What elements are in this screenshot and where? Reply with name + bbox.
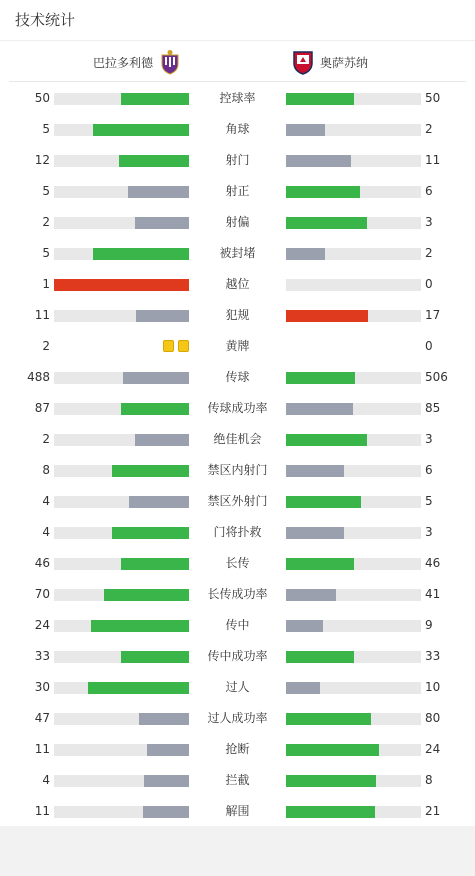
home-bar-track: [54, 403, 189, 415]
away-bar-fill: [286, 806, 375, 818]
stat-label: 射正: [225, 184, 250, 198]
away-bar-track: [286, 589, 421, 601]
home-value: 30: [34, 680, 50, 694]
away-bar-track: [286, 806, 421, 818]
home-bar-track: [54, 682, 189, 694]
home-bar-track: [54, 806, 189, 818]
away-bar-track: [286, 527, 421, 539]
home-bar-fill: [129, 496, 189, 508]
away-value: 17: [425, 308, 441, 322]
stat-label: 门将扑救: [213, 525, 262, 539]
stat-row: [0, 765, 475, 796]
home-bar-fill: [119, 155, 189, 167]
home-bar-fill: [147, 744, 189, 756]
away-bar-fill: [286, 713, 371, 725]
away-value: 33: [425, 649, 441, 663]
away-bar-fill: [286, 217, 367, 229]
stat-row: [0, 176, 475, 207]
home-bar-track: [54, 217, 189, 229]
home-bar-track: [54, 775, 189, 787]
away-bar-track: [286, 682, 421, 694]
away-bar-fill: [286, 496, 361, 508]
home-bar-fill: [88, 682, 189, 694]
stat-row: [0, 300, 475, 331]
stat-row: [0, 486, 475, 517]
home-bar-fill: [112, 465, 189, 477]
home-bar-track: [54, 186, 189, 198]
away-bar-fill: [286, 558, 354, 570]
stat-label: 过人成功率: [207, 711, 268, 725]
away-bar-track: [286, 713, 421, 725]
home-value: 5: [42, 246, 50, 260]
away-bar-track: [286, 155, 421, 167]
away-bar-track: [286, 93, 421, 105]
away-value: 10: [425, 680, 441, 694]
home-value: 33: [34, 649, 50, 663]
away-bar-fill: [286, 155, 351, 167]
stat-label: 传中成功率: [207, 649, 268, 663]
away-bar-fill: [286, 248, 325, 260]
away-bar-fill: [286, 651, 354, 663]
home-value: 47: [34, 711, 50, 725]
home-bar-fill: [112, 527, 189, 539]
away-bar-track: [286, 124, 421, 136]
stat-label: 角球: [225, 122, 250, 136]
stat-label: 黄牌: [225, 339, 250, 353]
home-bar-track: [54, 155, 189, 167]
home-bar-fill: [121, 651, 189, 663]
home-value: 11: [34, 804, 50, 818]
stat-label: 绝佳机会: [213, 432, 262, 446]
home-bar-track: [54, 620, 189, 632]
stat-label: 被封堵: [219, 246, 256, 260]
away-value: 0: [425, 339, 433, 353]
stat-row: [0, 703, 475, 734]
away-value: 21: [425, 804, 441, 818]
home-value: 11: [34, 742, 50, 756]
away-value: 46: [425, 556, 441, 570]
away-bar-fill: [286, 465, 344, 477]
away-value: 85: [425, 401, 441, 415]
away-bar-track: [286, 465, 421, 477]
away-bar-track: [286, 403, 421, 415]
home-bar-track: [54, 651, 189, 663]
stat-label: 传球成功率: [207, 401, 268, 415]
home-value: 4: [42, 525, 50, 539]
stat-row: [0, 331, 475, 362]
away-bar-fill: [286, 124, 325, 136]
home-value: 2: [42, 339, 50, 353]
away-bar-fill: [286, 93, 354, 105]
stat-label: 传中: [225, 618, 250, 632]
stats-list: [0, 83, 475, 827]
page-title: 技术统计: [0, 0, 475, 41]
stat-row: [0, 269, 475, 300]
away-bar-fill: [286, 186, 360, 198]
stat-row: [0, 455, 475, 486]
home-value: 5: [42, 122, 50, 136]
away-bar-fill: [286, 527, 344, 539]
stat-row: [0, 734, 475, 765]
home-value: 4: [42, 773, 50, 787]
stat-label: 解围: [225, 804, 250, 818]
away-value: 2: [425, 122, 433, 136]
away-bar-track: [286, 372, 421, 384]
stat-row: [0, 145, 475, 176]
away-value: 41: [425, 587, 441, 601]
home-bar-track: [54, 589, 189, 601]
stat-label: 传球: [225, 370, 250, 384]
away-value: 8: [425, 773, 433, 787]
home-bar-fill: [128, 186, 189, 198]
stat-label: 越位: [225, 277, 250, 291]
home-crest-icon: [159, 49, 181, 75]
home-bar-fill: [139, 713, 189, 725]
home-bar-track: [54, 496, 189, 508]
stat-row: [0, 393, 475, 424]
away-team-name: 奥萨苏纳: [320, 55, 369, 70]
yellow-card-icon: [163, 340, 174, 352]
away-bar-track: [286, 744, 421, 756]
away-bar-track: [286, 248, 421, 260]
home-value: 12: [34, 153, 50, 167]
home-value: 2: [42, 215, 50, 229]
home-bar-fill: [91, 620, 189, 632]
stat-label: 犯规: [225, 308, 250, 322]
home-bar-track: [54, 744, 189, 756]
away-value: 0: [425, 277, 433, 291]
away-bar-track: [286, 775, 421, 787]
stat-row: [0, 796, 475, 827]
home-bar-track: [54, 713, 189, 725]
away-value: 506: [425, 370, 448, 384]
stat-label: 射偏: [225, 215, 250, 229]
home-bar-fill: [93, 124, 189, 136]
away-value: 50: [425, 91, 441, 105]
away-crest-icon: [292, 49, 314, 75]
away-bar-fill: [286, 744, 379, 756]
away-bar-fill: [286, 434, 367, 446]
away-value: 6: [425, 184, 433, 198]
stat-row: [0, 83, 475, 114]
home-bar-fill: [104, 589, 189, 601]
home-bar-track: [54, 124, 189, 136]
stat-label: 拦截: [225, 773, 250, 787]
home-bar-fill: [135, 217, 189, 229]
away-bar-track: [286, 186, 421, 198]
stat-label: 长传成功率: [207, 587, 268, 601]
away-bar-track: [286, 217, 421, 229]
home-bar-track: [54, 465, 189, 477]
away-value: 3: [425, 215, 433, 229]
home-value: 8: [42, 463, 50, 477]
home-value: 46: [34, 556, 50, 570]
home-team[interactable]: [93, 49, 181, 75]
home-bar-track: [54, 310, 189, 322]
stat-row: [0, 641, 475, 672]
yellow-card-icon: [178, 340, 189, 352]
home-bar-track: [54, 434, 189, 446]
home-bar-fill: [136, 310, 189, 322]
home-bar-fill: [123, 372, 189, 384]
home-bar-track: [54, 527, 189, 539]
stat-row: [0, 362, 475, 393]
away-value: 3: [425, 525, 433, 539]
home-bar-track: [54, 372, 189, 384]
teams-header: [9, 41, 466, 82]
away-value: 6: [425, 463, 433, 477]
away-value: 9: [425, 618, 433, 632]
home-team-name: 巴拉多利德: [92, 55, 153, 70]
home-value: 24: [34, 618, 50, 632]
home-value: 5: [42, 184, 50, 198]
away-bar-fill: [286, 775, 376, 787]
stat-row: [0, 238, 475, 269]
stat-label: 控球率: [219, 91, 256, 105]
away-bar-track: [286, 434, 421, 446]
home-bar-track: [54, 248, 189, 260]
away-bar-track: [286, 279, 421, 291]
home-yellow-cards: [163, 340, 189, 352]
away-value: 3: [425, 432, 433, 446]
home-bar-fill: [121, 558, 189, 570]
away-value: 2: [425, 246, 433, 260]
home-value: 70: [34, 587, 50, 601]
away-team[interactable]: [292, 49, 368, 75]
away-bar-fill: [286, 589, 336, 601]
home-value: 50: [34, 91, 50, 105]
home-value: 488: [27, 370, 50, 384]
stat-row: [0, 672, 475, 703]
away-bar-track: [286, 651, 421, 663]
stat-label: 禁区外射门: [207, 494, 268, 508]
home-value: 11: [34, 308, 50, 322]
stat-row: [0, 207, 475, 238]
home-bar-fill: [121, 93, 189, 105]
away-value: 11: [425, 153, 441, 167]
home-bar-fill: [93, 248, 189, 260]
home-value: 2: [42, 432, 50, 446]
home-value: 4: [42, 494, 50, 508]
away-value: 5: [425, 494, 433, 508]
stat-row: [0, 610, 475, 641]
away-bar-track: [286, 620, 421, 632]
stat-row: [0, 424, 475, 455]
home-bar-fill: [121, 403, 189, 415]
home-bar-fill: [54, 279, 189, 291]
home-bar-track: [54, 93, 189, 105]
stat-row: [0, 548, 475, 579]
stat-label: 抢断: [225, 742, 250, 756]
home-value: 1: [42, 277, 50, 291]
home-bar-fill: [143, 806, 189, 818]
stat-label: 禁区内射门: [207, 463, 268, 477]
home-bar-track: [54, 558, 189, 570]
home-value: 87: [34, 401, 50, 415]
away-value: 24: [425, 742, 441, 756]
stat-row: [0, 114, 475, 145]
stat-label: 射门: [225, 153, 250, 167]
away-bar-fill: [286, 620, 323, 632]
away-bar-track: [286, 558, 421, 570]
away-bar-track: [286, 310, 421, 322]
away-bar-fill: [286, 310, 368, 322]
stat-row: [0, 517, 475, 548]
home-bar-fill: [135, 434, 189, 446]
stat-label: 长传: [225, 556, 250, 570]
stat-row: [0, 579, 475, 610]
away-bar-fill: [286, 372, 355, 384]
away-value: 80: [425, 711, 441, 725]
home-bar-track: [54, 279, 189, 291]
stat-label: 过人: [225, 680, 250, 694]
away-bar-fill: [286, 682, 320, 694]
home-bar-fill: [144, 775, 189, 787]
away-bar-track: [286, 496, 421, 508]
away-bar-fill: [286, 403, 353, 415]
